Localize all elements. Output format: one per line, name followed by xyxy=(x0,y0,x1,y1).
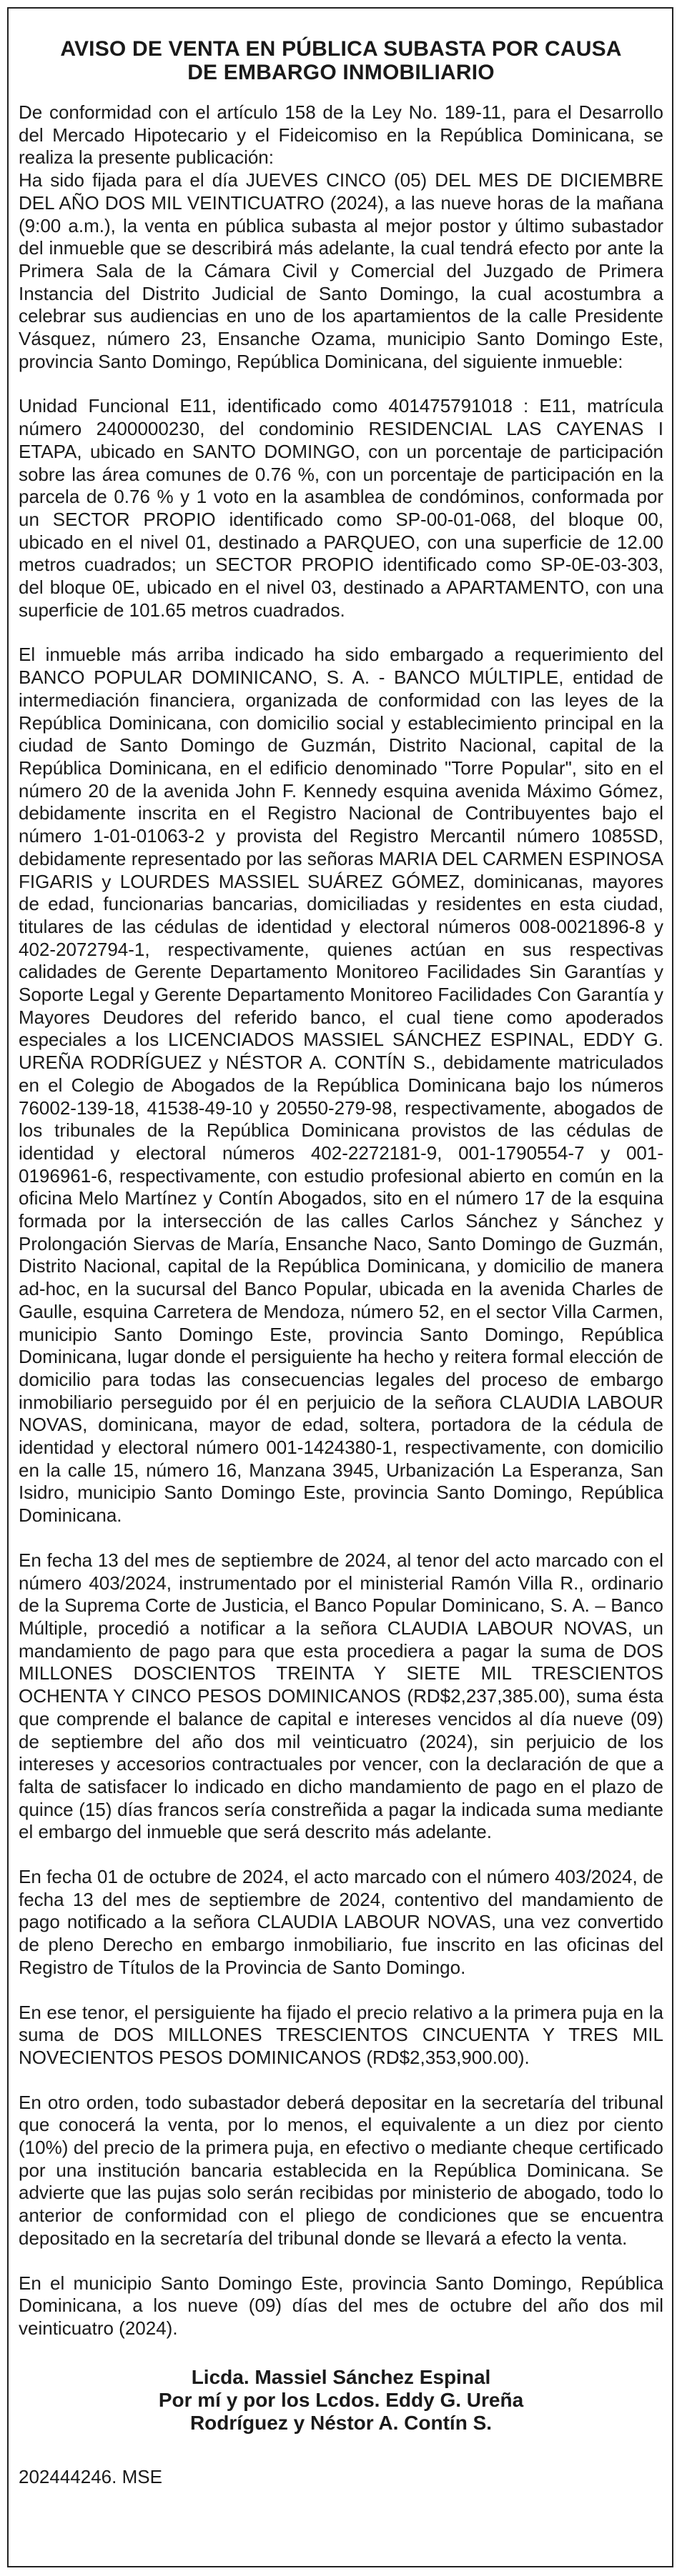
paragraph-gap xyxy=(19,373,663,395)
paragraph-gap xyxy=(19,1844,663,1866)
paragraph-auction-date: Ha sido fijada para el día JUEVES CINCO (05) DEL MES DE DICIEMBRE DEL AÑO DOS MIL VEINTICUATRO (2024), a las nueve horas de la mañana (9:00 a.m.), la venta en pública subasta al mejor postor y último subastador del inmueble que se describirá más adelante, la cual tendrá efecto por ante la Primera Sala de la Cámara Civil y Comercial del Juzgado de Primera Instancia del Distrito Judicial de Santo Domingo, la cual acostumbra a celebrar sus audiencias en uno de los apartamientos de la calle Presidente Vásquez, número 23, Ensanche Ozama, municipio Santo Domingo Este, provincia Santo Domingo, República Dominicana, del siguiente inmueble: xyxy=(19,169,663,372)
paragraph-seizing-party: El inmueble más arriba indicado ha sido embargado a requerimiento del BANCO POPULAR DOMINICANO, S. A. - BANCO MÚLTIPLE, entidad de intermediación financiera, organizada de conformidad con las leyes de la República Dominicana, con domicilio social y establecimiento principal en la ciudad de Santo Domingo de Guzmán, Distrito Nacional, capital de la República Dominicana, en el edificio denominado "Torre Popular", sito en el número 20 de la avenida John F. Kennedy esquina avenida Máximo Gómez, debidamente inscrita en el Registro Nacional de Contribuyentes bajo el número 1-01-01063-2 y provista del Registro Mercantil número 1085SD, debidamente representado por las señoras MARIA DEL CARMEN ESPINOSA FIGARIS y LOURDES MASSIEL SUÁREZ GÓMEZ, dominicanas, mayores de edad, funcionarias bancarias, domiciliadas y residentes en esta ciudad, titulares de las cédulas de identidad y electoral números 008-0021896-8 y 402-2072794-1, respectivamente, quienes actúan en sus respectivas calidades de Gerente Departamento Monitoreo Facilidades Sin Garantías y Soporte Legal y Gerente Departamento Monitoreo Facilidades Con Garantía y Mayores Deudores del referido banco, el cual tiene como apoderados especiales a los LICENCIADOS MASSIEL SÁNCHEZ ESPINAL, EDDY G. UREÑA RODRÍGUEZ y NÉSTOR A. CONTÍN S., debidamente matriculados en el Colegio de Abogados de la República Dominicana bajo los números 76002-139-18, 41538-49-10 y 20550-279-98, respectivamente, abogados de los tribunales de la República Dominicana provistos de las cédulas de identidad y electoral números 402-2272181-9, 001-1790554-7 y 001-0196961-6, respectivamente, con estudio profesional abierto en común en la oficina Melo Martínez y Contín Abogados, sito en el número 17 de la esquina formada por la intersección de las calles Carlos Sánchez y Sánchez y Prolongación Siervas de María, Ensanche Naco, Santo Domingo de Guzmán, Distrito Nacional, capital de la República Dominicana, y domicilio de manera ad-hoc, en la sucursal del Banco Popular, ubicada en la avenida Charles de Gaulle, esquina Carretera de Mendoza, número 52, en el sector Villa Carmen, municipio Santo Domingo Este, provincia Santo Domingo, República Dominicana, lugar donde el persiguiente ha hecho y reitera formal elección de domicilio para todas las consecuencias legales del proceso de embargo inmobiliario perseguido por él en perjuicio de la señora CLAUDIA LABOUR NOVAS, dominicana, mayor de edad, soltera, portadora de la cédula de identidad y electoral número 001-1424380-1, respectivamente, con domicilio en la calle 15, número 16, Manzana 3945, Urbanización La Esperanza, San Isidro, municipio Santo Domingo Este, provincia Santo Domingo, República Dominicana. xyxy=(19,644,663,1527)
notice-title xyxy=(19,37,663,84)
paragraph-registration: En fecha 01 de octubre de 2024, el acto marcado con el número 403/2024, de fecha 13 del mes de septiembre de 2024, contentivo del mandamiento de pago notificado a la señora CLAUDIA LABOUR NOVAS, una vez convertido de pleno Derecho en embargo inmobiliario, fue inscrito en las oficinas del Registro de Títulos de la Provincia de Santo Domingo. xyxy=(19,1866,663,1978)
paragraph-gap xyxy=(19,1527,663,1549)
signature-line-2: Por mí y por los Lcdos. Eddy G. Ureña xyxy=(158,2388,524,2411)
paragraph-place-date: En el municipio Santo Domingo Este, provincia Santo Domingo, República Dominicana, a los nueve (09) días del mes de octubre del año dos mil veinticuatro (2024). xyxy=(19,2272,663,2339)
signature-block xyxy=(19,2366,663,2435)
paragraph-gap xyxy=(19,2250,663,2272)
paragraph-payment-order: En fecha 13 del mes de septiembre de 2024, al tenor del acto marcado con el número 403/2024, instrumentado por el ministerial Ramón Villa R., ordinario de la Suprema Corte de Justicia, el Banco Popular Dominicano, S. A. – Banco Múltiple, procedió a notificar a la señora CLAUDIA LABOUR NOVAS, un mandamiento de pago para que esta procediera a pagar la suma de DOS MILLONES DOSCIENTOS TREINTA Y SIETE MIL TRESCIENTOS OCHENTA Y CINCO PESOS DOMINICANOS (RD$2,237,385.00), suma ésta que comprende el balance de capital e intereses vencidos al día nueve (09) de septiembre del año dos mil veinticuatro (2024), sin perjuicio de los intereses y accesorios contractuales por vencer, con la declaración de que a falta de satisfacer lo indicado en dicho mandamiento de pago en el plazo de quince (15) días francos sería constreñida a pagar la indicada suma mediante el embargo del inmueble que será descrito más adelante. xyxy=(19,1549,663,1843)
signature-line-1: Licda. Massiel Sánchez Espinal xyxy=(191,2365,491,2388)
paragraph-gap xyxy=(19,621,663,644)
reference-code: 202444246. MSE xyxy=(19,2465,162,2487)
paragraph-legal-basis: De conformidad con el artículo 158 de la Ley No. 189-11, para el Desarrollo del Mercado Hipotecario y el Fideicomiso en la República Dominicana, se realiza la presente publicación: xyxy=(19,101,663,169)
notice-content xyxy=(19,37,663,2488)
paragraph-property-description: Unidad Funcional E11, identificado como 401475791018 : E11, matrícula número 2400000230, del condominio RESIDENCIAL LAS CAYENAS I ETAPA, ubicado en SANTO DOMINGO, con un porcentaje de participación sobre las área comunes de 0.76 %, con un porcentaje de participación en la parcela de 0.76 % y 1 voto en la asamblea de condóminos, conformada por un SECTOR PROPIO identificado como SP-00-01-068, del bloque 00, ubicado en el nivel 01, destinado a PARQUEO, con una superficie de 12.00 metros cuadrados; un SECTOR PROPIO identificado como SP-0E-03-303, del bloque 0E, ubicado en el nivel 03, destinado a APARTAMENTO, con una superficie de 101.65 metros cuadrados. xyxy=(19,395,663,621)
paragraph-first-bid-price: En ese tenor, el persiguiente ha fijado el precio relativo a la primera puja en la suma de DOS MILLONES TRESCIENTOS CINCUENTA Y TRES MIL NOVECIENTOS PESOS DOMINICANOS (RD$2,353,900.00). xyxy=(19,2001,663,2068)
paragraph-gap xyxy=(19,2070,663,2092)
title-line-1: AVISO DE VENTA EN PÚBLICA SUBASTA POR CAUSA xyxy=(60,37,622,61)
title-line-2: DE EMBARGO INMOBILIARIO xyxy=(187,61,495,84)
paragraph-bidder-deposit: En otro orden, todo subastador deberá depositar en la secretaría del tribunal que conocerá la venta, por lo menos, el equivalente a un diez por ciento (10%) del precio de la primera puja, en efectivo o mediante cheque certificado por una institución bancaria establecida en la República Dominicana. Se advierte que las pujas solo serán recibidas por ministerio de abogado, todo lo anterior de conformidad con el pliego de condiciones que se encuentra depositado en la secretaría del tribunal donde se llevará a efecto la venta. xyxy=(19,2091,663,2249)
paragraph-gap xyxy=(19,1980,663,2002)
signature-line-3: Rodríguez y Néstor A. Contín S. xyxy=(189,2411,493,2434)
